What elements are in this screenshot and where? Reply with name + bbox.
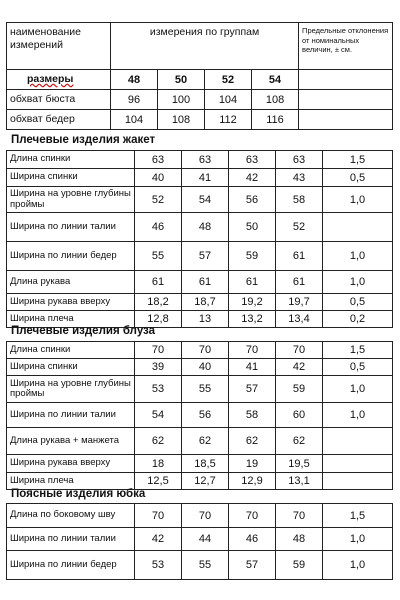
tolerance-cell: 0,2 [323,311,393,328]
table-row [7,294,393,311]
value-cell: 70 [182,342,229,359]
value-cell: 56 [182,403,229,428]
table-row [7,551,393,580]
value-cell: 55 [182,376,229,403]
value-cell: 62 [229,428,276,455]
tolerance-cell: 1,0 [323,376,393,403]
tolerance-cell: 1,5 [323,504,393,528]
section-title-jacket: Плечевые изделия жакет [11,134,156,146]
value-cell: 108 [158,110,205,130]
table-row [7,151,393,169]
value-cell: 43 [276,169,323,187]
value-cell: 42 [229,169,276,187]
section-title-skirt: Поясные изделия юбка [11,488,146,500]
measurement-name-header: наименование измерений [7,23,111,70]
value-cell: 55 [135,242,182,271]
value-cell: 60 [276,403,323,428]
section-title-blouse: Плечевые изделия блуза [11,325,156,337]
value-cell: 63 [229,151,276,169]
value-cell: 42 [135,528,182,551]
value-cell: 54 [182,187,229,213]
value-cell: 12,9 [229,473,276,490]
jacket-table [6,150,393,328]
value-cell: 50 [229,213,276,242]
table-row [7,403,393,428]
value-cell: 40 [182,359,229,376]
value-cell: 41 [182,169,229,187]
row-label: Ширина по линии талии [7,528,135,551]
value-cell: 58 [276,187,323,213]
value-cell: 63 [276,151,323,169]
value-cell: 39 [135,359,182,376]
row-label: Ширина по линии бедер [7,551,135,580]
value-cell: 61 [229,271,276,294]
value-cell: 18 [135,455,182,473]
value-cell: 62 [276,428,323,455]
value-cell: 61 [135,271,182,294]
table-row [7,528,393,551]
groups-header: измерения по группам [111,23,299,70]
value-cell: 53 [135,551,182,580]
value-cell: 57 [229,551,276,580]
table-row [7,90,393,110]
row-label: Ширина рукава вверху [7,455,135,473]
table-row [7,473,393,490]
table-row [7,359,393,376]
header-table [6,22,393,130]
row-label: обхват бедер [7,110,111,130]
row-label: Ширина плеча [7,473,135,490]
table-row [7,342,393,359]
table-row [7,242,393,271]
size-cell: 52 [205,70,252,90]
table-row [7,110,393,130]
value-cell: 58 [229,403,276,428]
value-cell: 54 [135,403,182,428]
table-row [7,504,393,528]
tolerance-cell [323,473,393,490]
value-cell: 62 [135,428,182,455]
value-cell: 40 [135,169,182,187]
value-cell: 108 [252,90,299,110]
size-cell: 48 [111,70,158,90]
row-label: Ширина спинки [7,359,135,376]
value-cell: 46 [229,528,276,551]
value-cell: 19,2 [229,294,276,311]
value-cell: 61 [276,242,323,271]
tolerance-cell: 0,5 [323,359,393,376]
value-cell: 48 [182,213,229,242]
value-cell: 42 [276,359,323,376]
value-cell: 104 [111,110,158,130]
value-cell: 70 [276,342,323,359]
size-cell: 50 [158,70,205,90]
value-cell: 100 [158,90,205,110]
value-cell: 13,4 [276,311,323,328]
value-cell: 18,2 [135,294,182,311]
size-cell: 54 [252,70,299,90]
value-cell: 19,5 [276,455,323,473]
value-cell: 70 [182,504,229,528]
row-label: Длина спинки [7,151,135,169]
table-row [7,455,393,473]
tolerance-cell: 1,5 [323,342,393,359]
value-cell: 59 [229,242,276,271]
value-cell: 19,7 [276,294,323,311]
value-cell: 104 [205,90,252,110]
tolerance-cell: 1,0 [323,271,393,294]
value-cell: 59 [276,376,323,403]
row-label: Ширина на уровне глубины проймы [7,376,135,403]
row-label: обхват бюста [7,90,111,110]
value-cell: 59 [276,551,323,580]
value-cell: 41 [229,359,276,376]
tolerance-cell: 1,0 [323,242,393,271]
value-cell: 13,1 [276,473,323,490]
row-label: Длина по боковому шву [7,504,135,528]
value-cell: 70 [276,504,323,528]
value-cell: 52 [135,187,182,213]
tolerance-cell: 1,0 [323,528,393,551]
table-row [7,169,393,187]
value-cell: 12,7 [182,473,229,490]
value-cell: 57 [229,376,276,403]
value-cell: 70 [135,342,182,359]
row-label: Ширина плеча [7,311,135,328]
value-cell: 112 [205,110,252,130]
value-cell: 12,5 [135,473,182,490]
tolerance-cell: 1,0 [323,403,393,428]
value-cell: 57 [182,242,229,271]
row-label: Длина рукава + манжета [7,428,135,455]
value-cell: 63 [135,151,182,169]
sizes-label: размеры [27,73,74,85]
tolerance-cell [323,428,393,455]
row-label: Ширина спинки [7,169,135,187]
row-label: Ширина на уровне глубины проймы [7,187,135,213]
table-row [7,428,393,455]
table-row [7,376,393,403]
value-cell: 62 [182,428,229,455]
row-label: Ширина по линии бедер [7,242,135,271]
row-label: Ширина по линии талии [7,403,135,428]
value-cell: 19 [229,455,276,473]
row-label: Ширина по линии талии [7,213,135,242]
tolerance-header: Предельные отклонения от номинальных величин, ± см. [299,23,393,70]
value-cell: 61 [276,271,323,294]
tolerance-cell [323,455,393,473]
value-cell: 70 [229,504,276,528]
value-cell: 55 [182,551,229,580]
table-row [7,213,393,242]
value-cell: 63 [182,151,229,169]
row-label: Длина спинки [7,342,135,359]
tolerance-cell: 0,5 [323,294,393,311]
value-cell: 46 [135,213,182,242]
tolerance-cell: 1,0 [323,187,393,213]
tolerance-cell: 0,5 [323,169,393,187]
value-cell: 70 [229,342,276,359]
row-label: Ширина рукава вверху [7,294,135,311]
value-cell: 61 [182,271,229,294]
tolerance-cell [323,213,393,242]
value-cell: 12,8 [135,311,182,328]
sizes-row [7,70,393,90]
tolerance-cell: 1,5 [323,151,393,169]
value-cell: 44 [182,528,229,551]
skirt-table [6,503,393,580]
tolerance-cell: 1,0 [323,551,393,580]
value-cell: 52 [276,213,323,242]
value-cell: 70 [135,504,182,528]
value-cell: 18,5 [182,455,229,473]
value-cell: 53 [135,376,182,403]
row-label: Длина рукава [7,271,135,294]
value-cell: 18,7 [182,294,229,311]
value-cell: 116 [252,110,299,130]
table-row [7,187,393,213]
value-cell: 13,2 [229,311,276,328]
value-cell: 96 [111,90,158,110]
blouse-table [6,341,393,490]
value-cell: 56 [229,187,276,213]
value-cell: 48 [276,528,323,551]
table-row [7,271,393,294]
value-cell: 13 [182,311,229,328]
